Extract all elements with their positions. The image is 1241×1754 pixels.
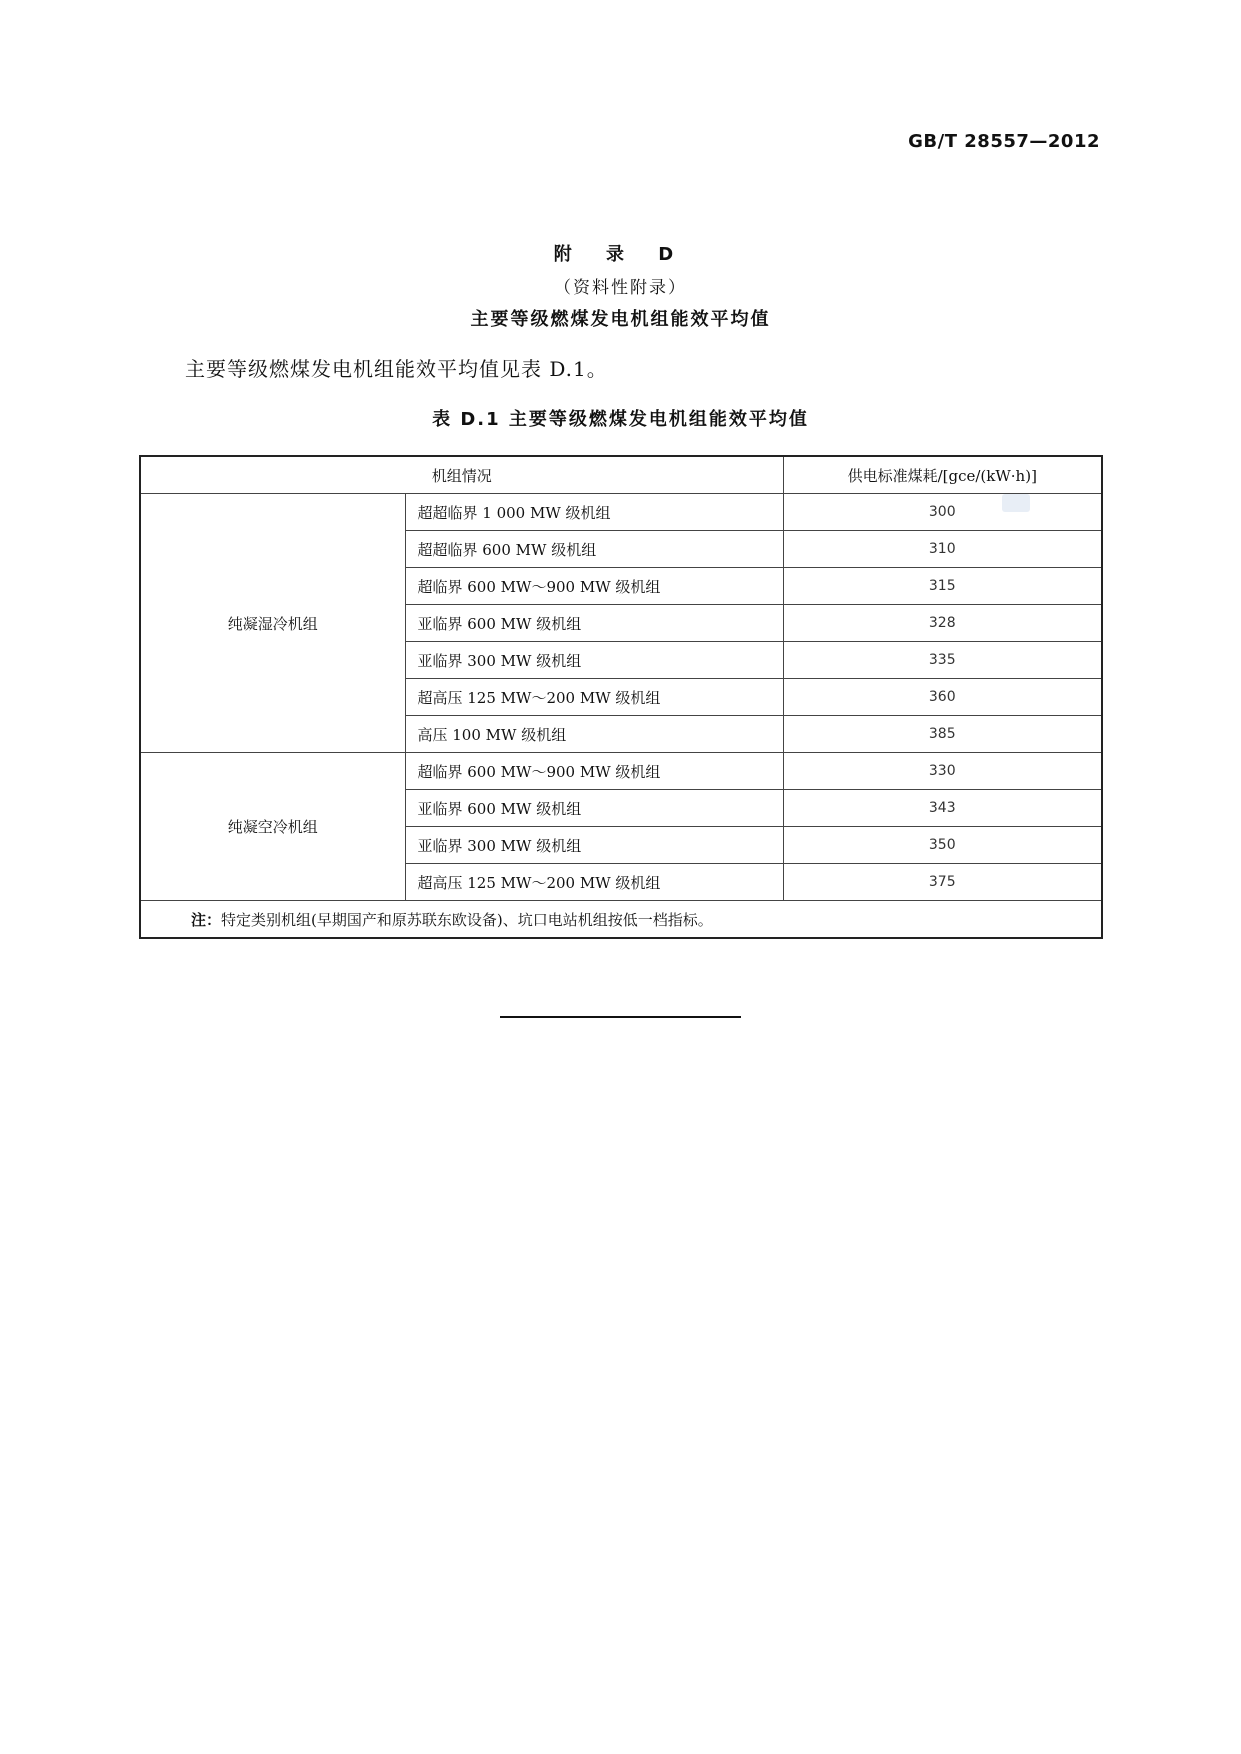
group-label: 纯凝空冷机组 — [140, 753, 405, 901]
unit-cell: 超高压 125 MW～200 MW 级机组 — [405, 679, 783, 716]
unit-cell: 高压 100 MW 级机组 — [405, 716, 783, 753]
value-cell: 385 — [783, 716, 1102, 753]
unit-cell: 超高压 125 MW～200 MW 级机组 — [405, 864, 783, 901]
appendix-type: （资料性附录） — [554, 278, 687, 298]
value-cell: 375 — [783, 864, 1102, 901]
table-note — [140, 901, 1102, 939]
value-cell: 300 — [783, 494, 1102, 531]
note-prefix: 注： — [191, 910, 222, 929]
unit-cell: 亚临界 600 MW 级机组 — [405, 605, 783, 642]
unit-cell: 超超临界 600 MW 级机组 — [405, 531, 783, 568]
unit-cell: 亚临界 300 MW 级机组 — [405, 827, 783, 864]
value-cell: 315 — [783, 568, 1102, 605]
group-label: 纯凝湿冷机组 — [140, 494, 405, 753]
value-cell: 310 — [783, 531, 1102, 568]
unit-cell: 亚临界 600 MW 级机组 — [405, 790, 783, 827]
standard-code: GB/T 28557—2012 — [908, 131, 1100, 152]
value-cell: 343 — [783, 790, 1102, 827]
value-cell: 330 — [783, 753, 1102, 790]
appendix-title: 附 录 D — [553, 244, 688, 265]
header-coal-consumption: 供电标准煤耗/[gce/(kW·h)] — [783, 456, 1102, 494]
table-caption: 表 D.1 主要等级燃煤发电机组能效平均值 — [432, 409, 809, 430]
value-cell: 335 — [783, 642, 1102, 679]
value-cell: 360 — [783, 679, 1102, 716]
table-note-row — [140, 901, 1102, 939]
value-cell: 350 — [783, 827, 1102, 864]
table-row — [140, 753, 1102, 790]
note-text: 特定类别机组(早期国产和原苏联东欧设备)、坑口电站机组按低一档指标。 — [221, 910, 713, 929]
header-unit-condition: 机组情况 — [140, 456, 783, 494]
end-rule — [500, 1016, 741, 1018]
unit-cell: 超超临界 1 000 MW 级机组 — [405, 494, 783, 531]
value-cell: 328 — [783, 605, 1102, 642]
table-header-row — [140, 456, 1102, 494]
appendix-heading: 主要等级燃煤发电机组能效平均值 — [470, 309, 771, 330]
unit-cell: 超临界 600 MW～900 MW 级机组 — [405, 753, 783, 790]
table-row — [140, 494, 1102, 531]
unit-cell: 亚临界 300 MW 级机组 — [405, 642, 783, 679]
unit-cell: 超临界 600 MW～900 MW 级机组 — [405, 568, 783, 605]
efficiency-table — [139, 455, 1103, 939]
intro-paragraph: 主要等级燃煤发电机组能效平均值见表 D.1。 — [185, 357, 608, 381]
